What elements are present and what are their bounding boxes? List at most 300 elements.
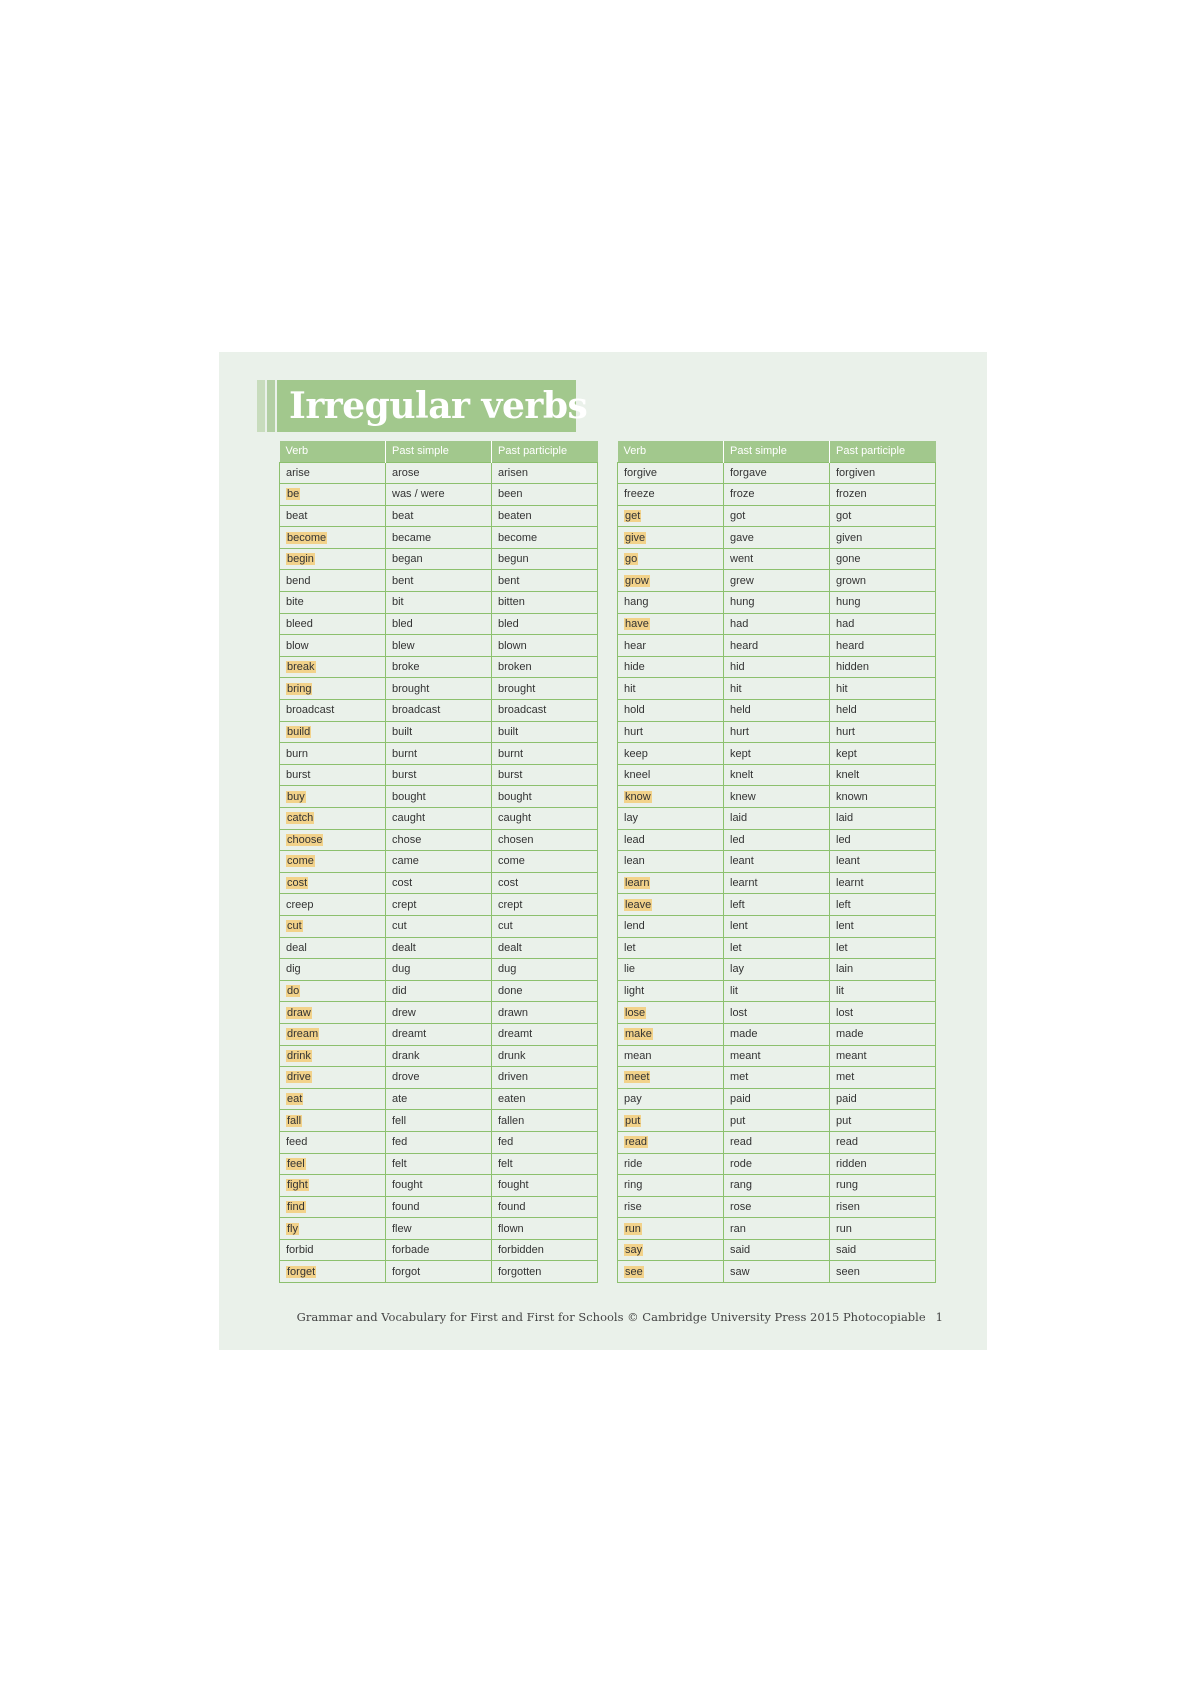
table-row	[280, 592, 598, 614]
table-row	[618, 484, 936, 506]
header-past-simple: Past simple	[386, 441, 492, 462]
title-accent-bar	[257, 380, 265, 432]
verb-text: bleed	[286, 617, 313, 630]
past-participle-cell	[492, 678, 598, 700]
verb-text: run	[625, 1222, 641, 1235]
form-text: blew	[392, 639, 415, 652]
past-simple-cell	[386, 527, 492, 549]
past-participle-cell	[830, 613, 936, 635]
past-participle-cell	[492, 1067, 598, 1089]
verb-text: do	[287, 985, 300, 998]
table-row	[280, 527, 598, 549]
verb-text: ring	[624, 1179, 643, 1192]
table-row	[280, 808, 598, 830]
verb-text: buy	[287, 790, 305, 803]
table-row	[618, 851, 936, 873]
table-row	[618, 959, 936, 981]
verb-text: drive	[287, 1071, 311, 1084]
verb-text: become	[287, 531, 327, 544]
title-accent-bar	[267, 380, 275, 432]
form-text: had	[836, 617, 855, 630]
past-simple-cell	[386, 635, 492, 657]
table-row	[280, 700, 598, 722]
verb-text: creep	[286, 898, 314, 911]
past-participle-cell	[830, 1218, 936, 1240]
table-row	[618, 894, 936, 916]
form-text: led	[836, 833, 851, 846]
past-participle-cell	[492, 829, 598, 851]
form-text: felt	[498, 1157, 513, 1170]
past-participle-cell	[830, 1088, 936, 1110]
form-text: meant	[730, 1049, 761, 1062]
table-row	[280, 548, 598, 570]
form-text: burnt	[392, 747, 418, 760]
verb-text: cut	[287, 920, 302, 933]
verb-cell	[618, 1088, 724, 1110]
past-simple-cell	[724, 548, 830, 570]
verb-cell	[280, 1110, 386, 1132]
form-text: learnt	[730, 877, 758, 890]
past-participle-cell	[830, 764, 936, 786]
past-participle-cell	[492, 1131, 598, 1153]
verb-cell	[280, 570, 386, 592]
form-text: bled	[392, 617, 413, 630]
past-participle-cell	[492, 656, 598, 678]
footer-copyright: Grammar and Vocabulary for First and First for Schools © Cambridge University Press 2015 Photocopiable	[296, 1310, 926, 1324]
past-participle-cell	[492, 484, 598, 506]
form-text: went	[730, 553, 754, 566]
verb-text: rise	[624, 1200, 642, 1213]
form-text: had	[730, 617, 749, 630]
verb-cell	[618, 959, 724, 981]
past-participle-cell	[830, 548, 936, 570]
verb-cell	[280, 484, 386, 506]
past-simple-cell	[386, 1218, 492, 1240]
verb-text: learn	[625, 877, 650, 890]
table-row	[618, 635, 936, 657]
verb-cell	[618, 1002, 724, 1024]
verb-text: forget	[287, 1265, 316, 1278]
form-text: given	[836, 531, 863, 544]
past-simple-cell	[386, 613, 492, 635]
table-row	[280, 894, 598, 916]
verb-text: hide	[624, 661, 645, 674]
table-row	[618, 808, 936, 830]
form-text: arose	[392, 466, 420, 479]
past-simple-cell	[724, 1045, 830, 1067]
table-row	[280, 851, 598, 873]
past-simple-cell	[724, 937, 830, 959]
past-simple-cell	[386, 915, 492, 937]
form-text: drank	[392, 1049, 420, 1062]
past-participle-cell	[830, 1023, 936, 1045]
form-text: cut	[392, 920, 407, 933]
verb-cell	[280, 937, 386, 959]
verb-cell	[618, 462, 724, 484]
form-text: left	[836, 898, 851, 911]
verb-text: hurt	[624, 725, 643, 738]
form-text: fed	[392, 1136, 408, 1149]
verbs-table-right-body	[618, 462, 936, 1283]
past-simple-cell	[724, 1218, 830, 1240]
verb-cell	[280, 635, 386, 657]
verb-cell	[618, 743, 724, 765]
form-text: gone	[836, 553, 861, 566]
verb-cell	[280, 829, 386, 851]
table-row	[618, 548, 936, 570]
form-text: was / were	[392, 488, 445, 501]
verb-cell	[618, 1261, 724, 1283]
verb-cell	[618, 786, 724, 808]
past-participle-cell	[830, 656, 936, 678]
table-row	[618, 678, 936, 700]
past-participle-cell	[492, 548, 598, 570]
table-row	[618, 462, 936, 484]
table-row	[280, 764, 598, 786]
table-row	[618, 872, 936, 894]
verb-text: mean	[624, 1049, 652, 1062]
table-row	[280, 484, 598, 506]
form-text: knelt	[730, 769, 754, 782]
table-row	[618, 1088, 936, 1110]
table-row	[280, 1045, 598, 1067]
verb-cell	[280, 548, 386, 570]
form-text: put	[836, 1114, 852, 1127]
verb-cell	[618, 937, 724, 959]
verb-text: break	[287, 661, 315, 674]
form-text: beaten	[498, 509, 532, 522]
past-simple-cell	[386, 678, 492, 700]
verb-cell	[618, 527, 724, 549]
table-row	[618, 829, 936, 851]
form-text: chosen	[498, 833, 534, 846]
verb-text: cost	[287, 877, 308, 890]
past-participle-cell	[830, 1045, 936, 1067]
form-text: grown	[836, 574, 866, 587]
form-text: rode	[730, 1157, 753, 1170]
verb-cell	[280, 872, 386, 894]
verb-text: lean	[624, 855, 645, 868]
form-text: got	[730, 509, 746, 522]
past-simple-cell	[386, 764, 492, 786]
verb-cell	[618, 613, 724, 635]
past-simple-cell	[724, 959, 830, 981]
form-text: kept	[836, 747, 857, 760]
past-participle-cell	[492, 872, 598, 894]
form-text: forbidden	[498, 1244, 544, 1257]
verb-cell	[280, 527, 386, 549]
form-text: lain	[836, 963, 854, 976]
form-text: bitten	[498, 596, 525, 609]
header-past-simple: Past simple	[724, 441, 830, 462]
form-text: leant	[836, 855, 860, 868]
form-text: forgave	[730, 466, 767, 479]
form-text: held	[836, 704, 857, 717]
verb-text: burn	[286, 747, 309, 760]
form-text: lay	[730, 963, 745, 976]
table-row	[280, 656, 598, 678]
form-text: broken	[498, 661, 532, 674]
verb-cell	[618, 570, 724, 592]
verb-cell	[618, 1045, 724, 1067]
form-text: burst	[498, 769, 523, 782]
form-text: come	[498, 855, 525, 868]
table-row	[618, 743, 936, 765]
past-simple-cell	[386, 570, 492, 592]
past-simple-cell	[386, 1131, 492, 1153]
verb-text: draw	[287, 1006, 311, 1019]
past-simple-cell	[386, 829, 492, 851]
verb-text: lend	[624, 920, 645, 933]
form-text: fed	[498, 1136, 514, 1149]
verb-cell	[280, 678, 386, 700]
form-text: dreamt	[498, 1028, 533, 1041]
form-text: crept	[392, 898, 417, 911]
header-verb: Verb	[280, 441, 386, 462]
verb-cell	[618, 1023, 724, 1045]
verb-text: pay	[624, 1093, 642, 1106]
form-text: bit	[392, 596, 404, 609]
form-text: saw	[730, 1265, 750, 1278]
form-text: leant	[730, 855, 754, 868]
verb-cell	[280, 1218, 386, 1240]
verb-text: light	[624, 985, 645, 998]
table-row	[280, 721, 598, 743]
table-row	[618, 1239, 936, 1261]
table-row	[280, 980, 598, 1002]
verb-text: make	[625, 1028, 652, 1041]
table-row	[280, 1088, 598, 1110]
past-simple-cell	[386, 505, 492, 527]
verb-text: lose	[625, 1006, 646, 1019]
verb-text: hit	[624, 682, 636, 695]
past-participle-cell	[830, 1196, 936, 1218]
form-text: paid	[836, 1093, 857, 1106]
form-text: brought	[392, 682, 430, 695]
form-text: fought	[392, 1179, 423, 1192]
past-simple-cell	[724, 527, 830, 549]
past-simple-cell	[386, 894, 492, 916]
form-text: forgotten	[498, 1265, 542, 1278]
past-simple-cell	[724, 1239, 830, 1261]
past-participle-cell	[830, 678, 936, 700]
form-text: flown	[498, 1222, 524, 1235]
worksheet-page	[219, 352, 987, 1350]
table-row	[618, 1045, 936, 1067]
verb-text: leave	[625, 898, 652, 911]
form-text: driven	[498, 1071, 528, 1084]
table-row	[618, 915, 936, 937]
past-simple-cell	[724, 1153, 830, 1175]
form-text: kept	[730, 747, 751, 760]
past-simple-cell	[724, 613, 830, 635]
verb-cell	[280, 462, 386, 484]
form-text: brought	[498, 682, 536, 695]
verb-cell	[280, 851, 386, 873]
form-text: meant	[836, 1049, 867, 1062]
table-row	[618, 764, 936, 786]
verb-cell	[618, 635, 724, 657]
verb-cell	[280, 1239, 386, 1261]
verb-cell	[618, 505, 724, 527]
form-text: gave	[730, 531, 754, 544]
verb-text: give	[625, 531, 646, 544]
verb-cell	[280, 1261, 386, 1283]
form-text: led	[730, 833, 745, 846]
verb-text: go	[625, 553, 638, 566]
verb-text: dream	[287, 1028, 319, 1041]
form-text: hurt	[730, 725, 749, 738]
verb-cell	[280, 915, 386, 937]
table-row	[280, 1261, 598, 1283]
past-participle-cell	[492, 937, 598, 959]
verb-cell	[618, 829, 724, 851]
verb-text: fall	[287, 1114, 302, 1127]
form-text: paid	[730, 1093, 751, 1106]
form-text: cost	[392, 877, 413, 890]
form-text: hung	[730, 596, 755, 609]
verb-cell	[280, 959, 386, 981]
form-text: left	[730, 898, 745, 911]
past-simple-cell	[386, 1067, 492, 1089]
past-simple-cell	[724, 1110, 830, 1132]
past-simple-cell	[724, 505, 830, 527]
form-text: let	[836, 941, 848, 954]
verb-cell	[280, 721, 386, 743]
form-text: hid	[730, 661, 745, 674]
verb-text: broadcast	[286, 704, 335, 717]
verb-text: hear	[624, 639, 647, 652]
past-participle-cell	[492, 980, 598, 1002]
past-participle-cell	[492, 592, 598, 614]
past-participle-cell	[492, 851, 598, 873]
verb-cell	[280, 1023, 386, 1045]
verb-cell	[618, 484, 724, 506]
form-text: lost	[836, 1006, 854, 1019]
past-participle-cell	[830, 570, 936, 592]
form-text: done	[498, 985, 523, 998]
past-participle-cell	[830, 786, 936, 808]
past-simple-cell	[724, 1196, 830, 1218]
table-row	[618, 656, 936, 678]
form-text: forbade	[392, 1244, 430, 1257]
past-participle-cell	[492, 786, 598, 808]
past-participle-cell	[492, 613, 598, 635]
verbs-table-left	[279, 441, 598, 1283]
form-text: froze	[730, 488, 755, 501]
form-text: let	[730, 941, 742, 954]
past-simple-cell	[724, 1131, 830, 1153]
past-simple-cell	[386, 1196, 492, 1218]
verb-text: catch	[287, 812, 314, 825]
table-row	[280, 1023, 598, 1045]
form-text: seen	[836, 1265, 860, 1278]
form-text: drunk	[498, 1049, 526, 1062]
verb-cell	[618, 1175, 724, 1197]
verb-cell	[618, 548, 724, 570]
form-text: laid	[836, 812, 854, 825]
verb-text: know	[625, 790, 651, 803]
past-participle-cell	[492, 1153, 598, 1175]
table-row	[280, 635, 598, 657]
form-text: bought	[392, 790, 426, 803]
past-simple-cell	[386, 959, 492, 981]
past-participle-cell	[830, 1261, 936, 1283]
table-row	[280, 462, 598, 484]
table-row	[618, 1110, 936, 1132]
past-simple-cell	[386, 980, 492, 1002]
page-title: Irregular verbs	[277, 380, 576, 432]
table-row	[280, 1131, 598, 1153]
past-participle-cell	[492, 570, 598, 592]
form-text: known	[836, 790, 868, 803]
past-participle-cell	[492, 505, 598, 527]
table-row	[618, 700, 936, 722]
past-simple-cell	[386, 743, 492, 765]
past-simple-cell	[386, 462, 492, 484]
verb-text: meet	[625, 1071, 650, 1084]
verbs-table-right	[617, 441, 936, 1283]
verb-text: feel	[287, 1157, 305, 1170]
past-participle-cell	[830, 527, 936, 549]
table-row	[618, 613, 936, 635]
form-text: did	[392, 985, 407, 998]
past-simple-cell	[724, 872, 830, 894]
verb-cell	[280, 743, 386, 765]
form-text: found	[392, 1200, 420, 1213]
past-simple-cell	[386, 808, 492, 830]
past-simple-cell	[386, 1153, 492, 1175]
verb-text: fight	[287, 1179, 308, 1192]
past-participle-cell	[830, 635, 936, 657]
verb-text: burst	[286, 769, 311, 782]
verb-text: say	[625, 1244, 643, 1257]
past-participle-cell	[830, 1067, 936, 1089]
table-row	[618, 1023, 936, 1045]
form-text: eaten	[498, 1093, 526, 1106]
past-simple-cell	[386, 937, 492, 959]
table-row	[280, 915, 598, 937]
form-text: ridden	[836, 1157, 867, 1170]
past-participle-cell	[492, 462, 598, 484]
verb-cell	[280, 764, 386, 786]
verb-cell	[618, 1153, 724, 1175]
form-text: broke	[392, 661, 420, 674]
form-text: lit	[730, 985, 738, 998]
header-verb: Verb	[618, 441, 724, 462]
verb-cell	[280, 786, 386, 808]
form-text: rung	[836, 1179, 859, 1192]
form-text: caught	[392, 812, 426, 825]
past-simple-cell	[724, 678, 830, 700]
verb-text: get	[625, 509, 641, 522]
past-simple-cell	[724, 1067, 830, 1089]
verb-text: be	[287, 488, 300, 501]
past-simple-cell	[724, 700, 830, 722]
form-text: lost	[730, 1006, 748, 1019]
past-participle-cell	[830, 872, 936, 894]
verb-cell	[618, 700, 724, 722]
table-row	[280, 1239, 598, 1261]
verb-cell	[618, 980, 724, 1002]
past-participle-cell	[830, 1239, 936, 1261]
verb-text: forgive	[624, 466, 658, 479]
table-row	[280, 1196, 598, 1218]
form-text: knelt	[836, 769, 860, 782]
form-text: read	[730, 1136, 753, 1149]
past-participle-cell	[492, 959, 598, 981]
table-row	[618, 937, 936, 959]
